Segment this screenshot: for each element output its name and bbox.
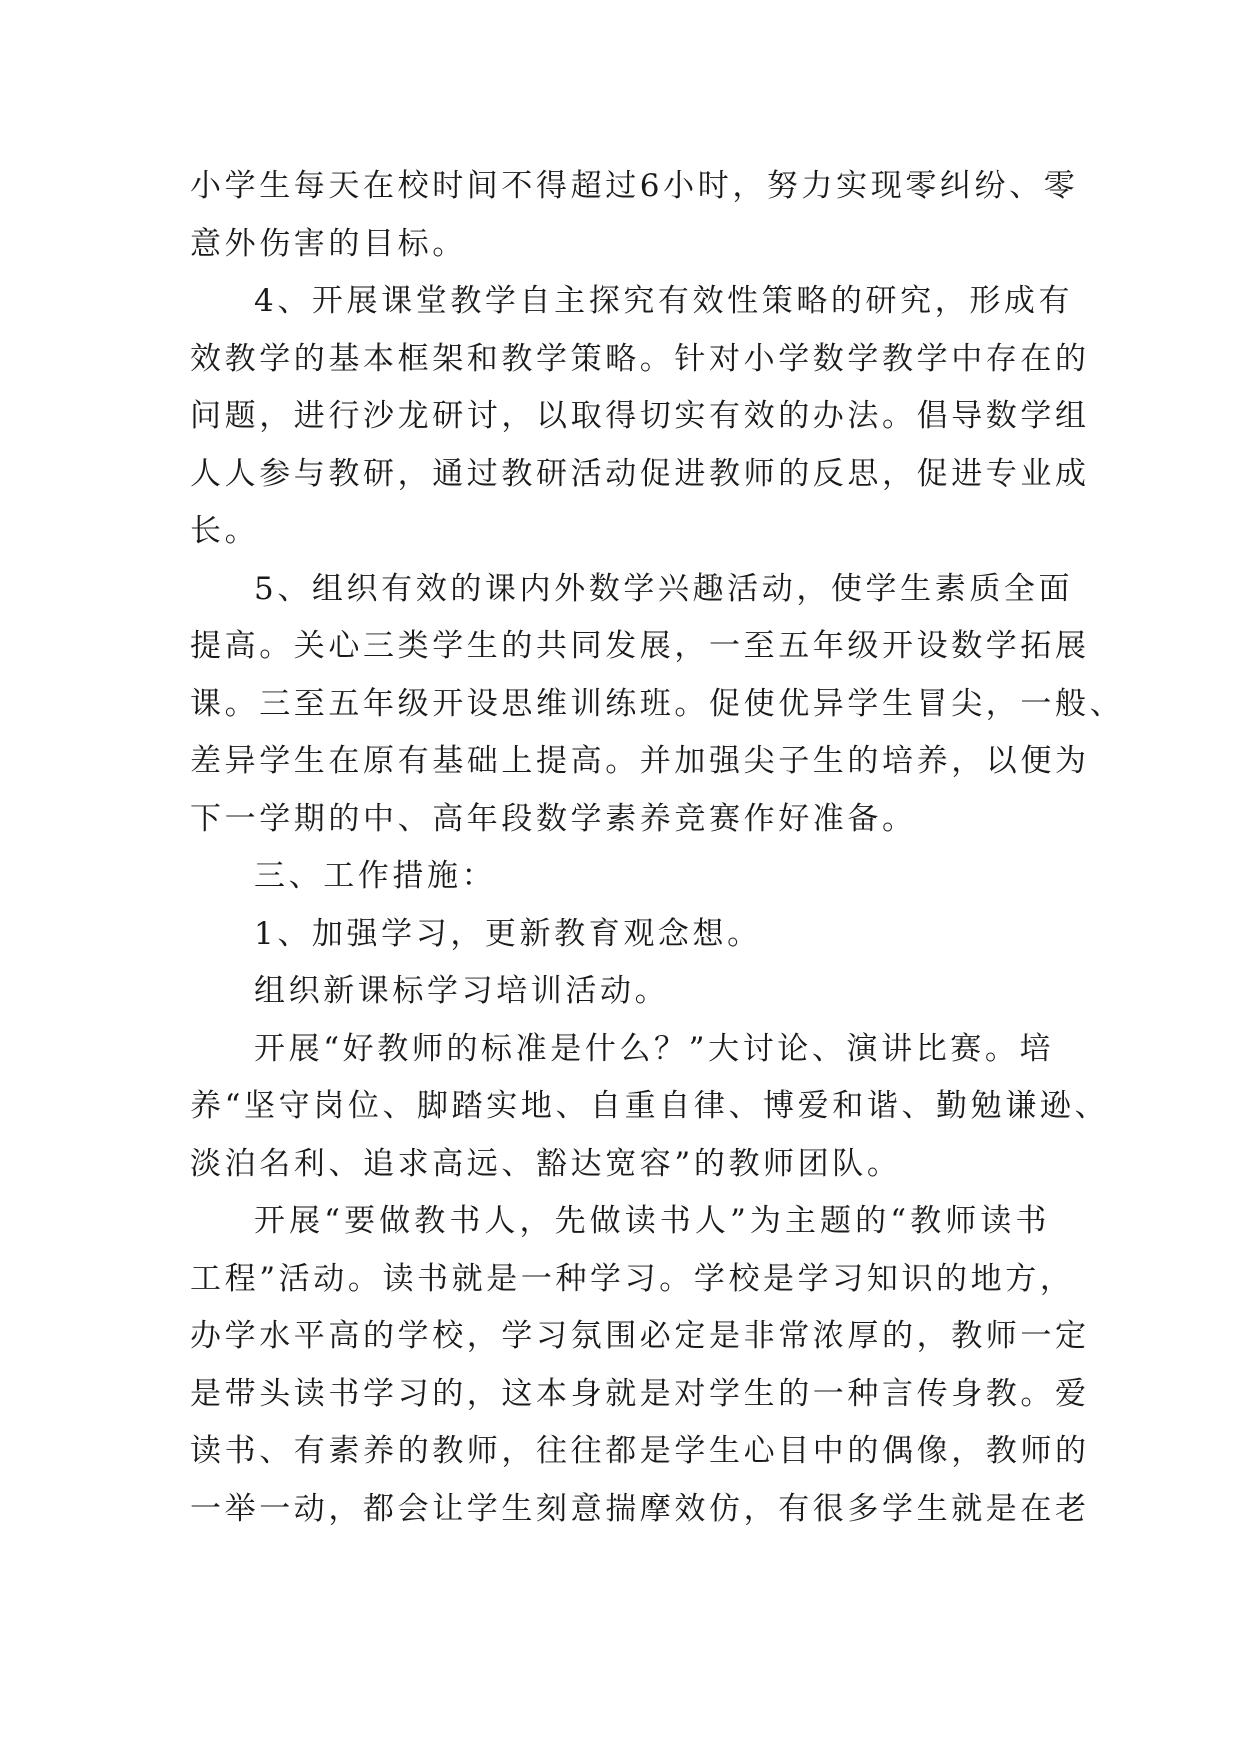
text-line: 4、开展课堂教学自主探究有效性策略的研究，形成有: [254, 283, 1074, 319]
text-line: 工程”活动。读书就是一种学习。学校是学习知识的地方，: [190, 1260, 1075, 1297]
text-line: 问题，进行沙龙研讨，以取得切实有效的办法。倡导数学组: [190, 398, 1090, 434]
text-line: 长。: [190, 513, 260, 549]
text-line: 下一学期的中、高年段数学素养竞赛作好准备。: [190, 800, 917, 837]
text-line: 开展“要做教书人，先做读书人”为主题的“教师读书: [254, 1203, 1050, 1239]
text-line: 一举一动，都会让学生刻意揣摩效仿，有很多学生就是在老: [190, 1490, 1090, 1527]
text-line: 开展“好教师的标准是什么？”大讨论、演讲比赛。培: [254, 1030, 1055, 1067]
text-line: 是带头读书学习的，这本身就是对学生的一种言传身教。爱: [190, 1375, 1090, 1412]
text-line: 组织新课标学习培训活动。: [254, 973, 670, 1009]
text-line: 1、加强学习，更新教育观念想。: [254, 915, 762, 952]
text-line: 小学生每天在校时间不得超过6小时，努力实现零纠纷、零: [190, 168, 1079, 204]
text-line: 效教学的基本框架和教学策略。针对小学数学教学中存在的: [190, 340, 1090, 377]
text-line: 三、工作措施：: [254, 858, 497, 894]
text-line: 淡泊名利、追求高远、豁达宽容”的教师团队。: [190, 1145, 902, 1182]
document-body: [190, 158, 1125, 1538]
text-line: 意外伤害的目标。: [190, 225, 467, 262]
text-line: 办学水平高的学校，学习氛围必定是非常浓厚的，教师一定: [190, 1318, 1090, 1354]
text-line: 差异学生在原有基础上提高。并加强尖子生的培养，以便为: [190, 743, 1090, 779]
text-line: 课。三至五年级开设思维训练班。促使优异学生冒尖，一般、: [190, 685, 1125, 722]
text-line: 人人参与教研，通过教研活动促进教师的反思，促进专业成: [190, 455, 1090, 492]
text-line: 读书、有素养的教师，往往都是学生心目中的偶像，教师的: [190, 1433, 1090, 1469]
text-line: 5、组织有效的课内外数学兴趣活动，使学生素质全面: [254, 570, 1074, 607]
text-line: 养“坚守岗位、脚踏实地、自重自律、博爱和谐、勤勉谦逊、: [190, 1088, 1110, 1124]
text-line: 提高。关心三类学生的共同发展，一至五年级开设数学拓展: [190, 628, 1090, 664]
